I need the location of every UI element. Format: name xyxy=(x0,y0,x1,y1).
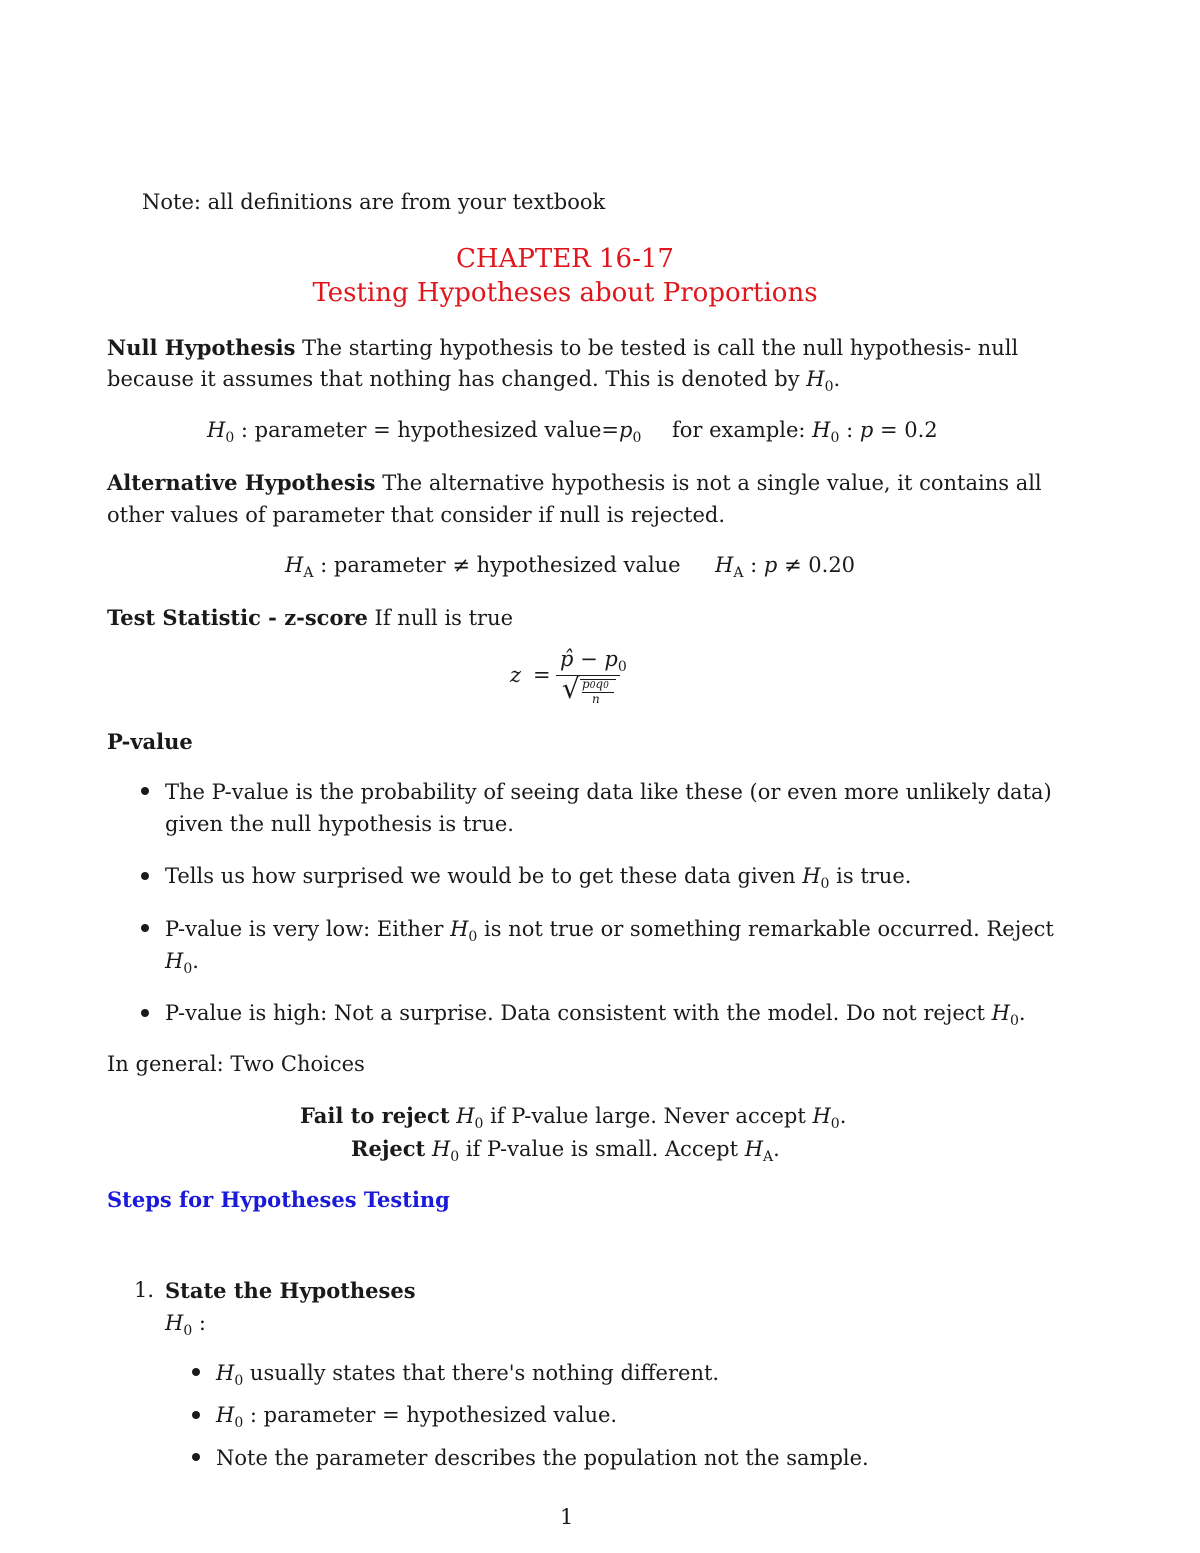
note-line: Note: all definitions are from your textbook xyxy=(142,190,606,214)
chapter-subtitle: Testing Hypotheses about Proportions xyxy=(312,278,818,308)
null-hypothesis-example: for example: $H_0$ : p = 0.2 xyxy=(672,418,938,446)
steps-heading: Steps for Hypotheses Testing xyxy=(107,1187,450,1212)
bullet-dot xyxy=(141,1009,149,1017)
sqrt-numerator: p0q0 xyxy=(582,677,609,691)
bullet-dot xyxy=(192,1411,200,1419)
page-number: 1 xyxy=(560,1505,574,1529)
p-value-bullet-1-line2: given the null hypothesis is true. xyxy=(165,812,514,836)
formula-numerator: p̂ − $p_0$ xyxy=(560,647,627,675)
in-general-text: In general: Two Choices xyxy=(107,1052,365,1076)
bullet-dot xyxy=(141,924,149,932)
bullet-dot xyxy=(192,1453,200,1461)
p-value-bullet-3-line2: $H_0$. xyxy=(165,949,199,977)
p-value-bullet-4: P-value is high: Not a surprise. Data consistent with the model. Do not reject $H_0$. xyxy=(165,1001,1026,1029)
bullet-dot xyxy=(141,787,149,795)
alternative-hypothesis-definition-line2: other values of parameter that consider if null is rejected. xyxy=(107,503,726,527)
chapter-title: CHAPTER 16-17 xyxy=(456,244,674,274)
bullet-dot xyxy=(141,872,149,880)
step-1-bullet-2: $H_0$ : parameter = hypothesized value. xyxy=(216,1403,618,1431)
reject-rule: Reject $H_0$ if P-value is small. Accept $H_A$. xyxy=(351,1136,780,1165)
step-1-bullet-1: $H_0$ usually states that there's nothing different. xyxy=(216,1361,720,1389)
null-hypothesis-definition-line2: because it assumes that nothing has changed. This is denoted by $H_0$. xyxy=(107,367,841,395)
fail-to-reject-rule: Fail to reject $H_0$ if P-value large. Never accept $H_0$. xyxy=(300,1103,847,1132)
p-value-bullet-1: The P-value is the probability of seeing data like these (or even more unlikely data) xyxy=(165,780,1052,804)
test-statistic-heading: Test Statistic - z-score If null is true xyxy=(107,605,514,630)
step-1-number: 1. xyxy=(134,1278,155,1302)
p-value-bullet-3: P-value is very low: Either $H_0$ is not true or something remarkable occurred. Reject xyxy=(165,917,1054,945)
alternative-hypothesis-equation: $H_A$ : parameter ≠ hypothesized value xyxy=(285,553,681,581)
step-1-h0-label: $H_0$ : xyxy=(165,1311,207,1339)
alternative-hypothesis-example: $H_A$ : p ≠ 0.20 xyxy=(715,553,856,581)
bullet-dot xyxy=(192,1368,200,1376)
step-1-bullet-3: Note the parameter describes the population not the sample. xyxy=(216,1446,869,1470)
alternative-hypothesis-definition: Alternative Hypothesis The alternative hypothesis is not a single value, it contains all xyxy=(107,470,1042,495)
step-1-title: State the Hypotheses xyxy=(165,1278,416,1303)
p-value-bullet-2: Tells us how surprised we would be to get these data given $H_0$ is true. xyxy=(165,864,912,892)
null-hypothesis-equation: $H_0$ : parameter = hypothesized $value=p_0$ xyxy=(207,418,642,446)
p-value-heading: P-value xyxy=(107,729,193,754)
equals-sign: = xyxy=(533,663,551,687)
sqrt-denominator: n xyxy=(592,692,600,706)
z-symbol: z xyxy=(510,663,522,687)
sqrt-sign: √ xyxy=(562,672,580,705)
null-hypothesis-definition: Null Hypothesis The starting hypothesis to be tested is call the null hypothesis- null xyxy=(107,335,1019,360)
alternative-hypothesis-term: Alternative Hypothesis xyxy=(107,470,376,495)
null-hypothesis-term: Null Hypothesis xyxy=(107,335,296,360)
